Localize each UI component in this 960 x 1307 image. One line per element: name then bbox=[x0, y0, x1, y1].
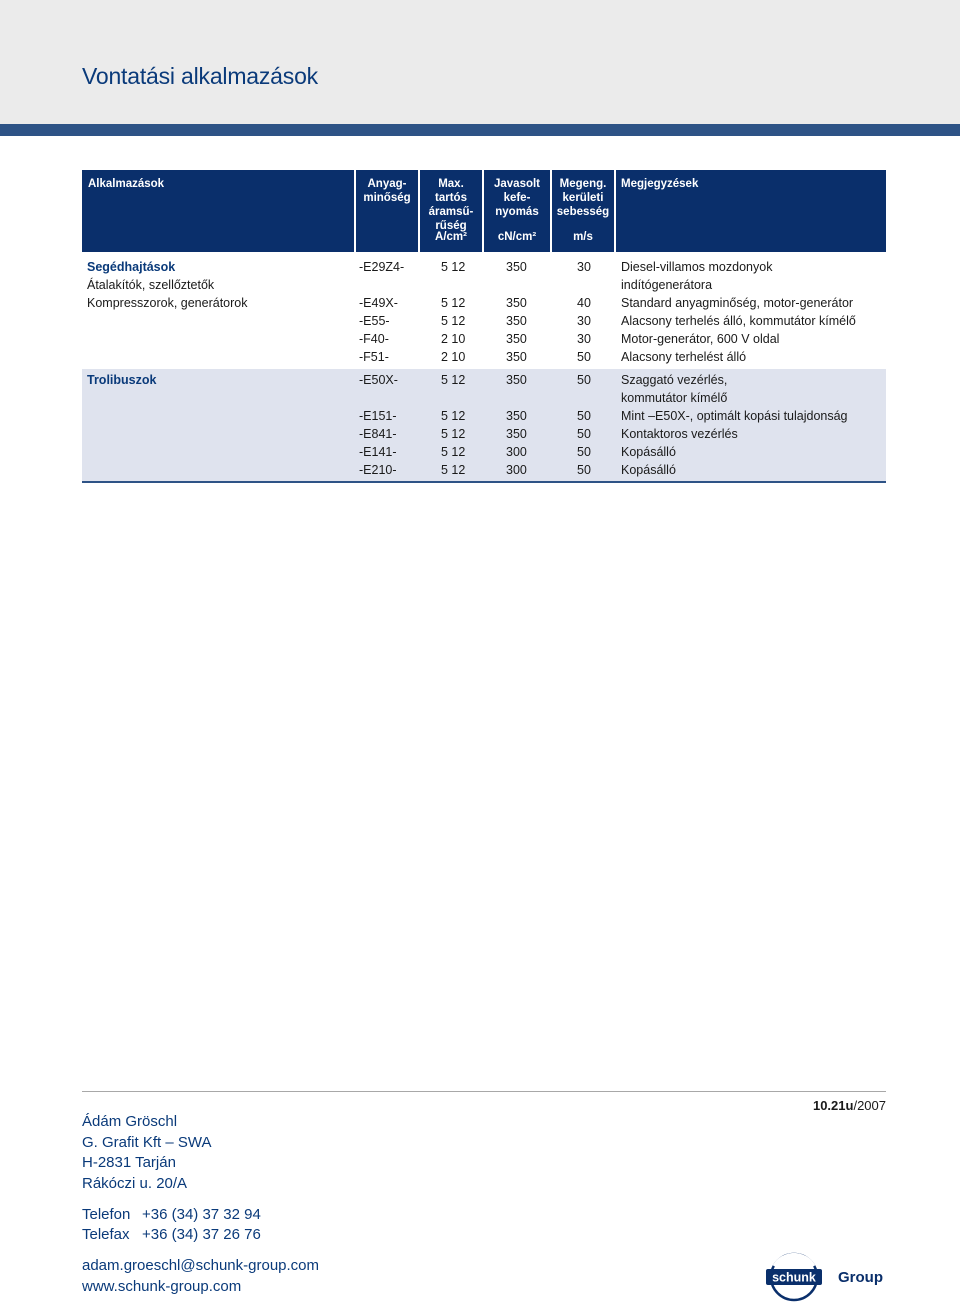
cell-grade: -E841- bbox=[359, 427, 397, 441]
cell-speed: 30 bbox=[577, 332, 591, 346]
table-bottom-rule bbox=[82, 481, 886, 483]
contact-city: H-2831 Tarján bbox=[82, 1154, 176, 1171]
cell-grade: -E50X- bbox=[359, 373, 398, 387]
cell-current: 5 12 bbox=[441, 373, 466, 387]
table-row bbox=[82, 294, 886, 312]
col-speed-label-1: Megeng. bbox=[559, 178, 607, 190]
col-applications-label: Alkalmazások bbox=[88, 178, 165, 190]
document-number-year: /2007 bbox=[853, 1098, 886, 1113]
cell-speed: 30 bbox=[577, 314, 591, 328]
cell-speed: 50 bbox=[577, 373, 591, 387]
contact-fax-row bbox=[82, 1225, 261, 1245]
table-row bbox=[82, 330, 886, 348]
cell-pressure: 300 bbox=[506, 445, 527, 459]
contact-email[interactable]: adam.groeschl@schunk-group.com bbox=[82, 1257, 320, 1274]
cell-application: Kompresszorok, generátorok bbox=[87, 296, 248, 310]
schunk-logo bbox=[760, 1252, 890, 1302]
table-row bbox=[82, 371, 886, 389]
col-pressure-unit: cN/cm² bbox=[497, 231, 537, 243]
table-row bbox=[82, 425, 886, 443]
col-speed-label-2: kerületi bbox=[562, 192, 604, 204]
cell-grade: -F51- bbox=[359, 350, 389, 364]
cell-pressure: 350 bbox=[506, 314, 527, 328]
schunk-logo-mark bbox=[760, 1252, 890, 1302]
cell-application: Segédhajtások bbox=[87, 260, 176, 274]
table-row bbox=[82, 407, 886, 425]
cell-note: Mint –E50X-, optimált kopási tulajdonság bbox=[621, 409, 848, 423]
col-grade-label-1: Anyag- bbox=[367, 178, 407, 190]
cell-grade: -E29Z4- bbox=[359, 260, 405, 274]
col-current-unit: A/cm² bbox=[435, 231, 467, 243]
cell-current: 5 12 bbox=[441, 296, 466, 310]
cell-speed: 50 bbox=[577, 409, 591, 423]
cell-current: 5 12 bbox=[441, 463, 466, 477]
document-number-main: 10.21u bbox=[812, 1098, 854, 1113]
cell-current: 2 10 bbox=[441, 332, 466, 346]
table-row bbox=[82, 443, 886, 461]
table-row bbox=[82, 258, 886, 276]
table-row bbox=[82, 389, 886, 407]
logo-text: schunk bbox=[772, 1270, 816, 1285]
col-notes-label: Megjegyzések bbox=[621, 178, 699, 190]
cell-grade: -E55- bbox=[359, 314, 390, 328]
cell-grade: -E210- bbox=[359, 463, 397, 477]
col-peripheral-speed bbox=[552, 170, 614, 252]
cell-grade: -F40- bbox=[359, 332, 389, 346]
cell-pressure: 300 bbox=[506, 463, 527, 477]
cell-note: Kontaktoros vezérlés bbox=[621, 427, 738, 441]
table-row bbox=[82, 348, 886, 366]
cell-note: Standard anyagminőség, motor-generátor bbox=[621, 296, 854, 310]
fax-label: Telefax bbox=[82, 1226, 130, 1243]
cell-note: kommutátor kímélő bbox=[621, 391, 728, 405]
cell-speed: 50 bbox=[577, 463, 591, 477]
cell-current: 2 10 bbox=[441, 350, 466, 364]
table-row bbox=[82, 461, 886, 479]
cell-pressure: 350 bbox=[506, 260, 527, 274]
cell-note: Diesel-villamos mozdonyok bbox=[621, 260, 773, 274]
cell-pressure: 350 bbox=[506, 332, 527, 346]
cell-note: Alacsony terhelés álló, kommutátor kímélő bbox=[621, 314, 856, 328]
contact-website[interactable]: www.schunk-group.com bbox=[82, 1278, 242, 1295]
contact-phone-row bbox=[82, 1205, 261, 1225]
contact-street: Rákóczi u. 20/A bbox=[82, 1175, 188, 1192]
cell-application: Átalakítók, szellőztetők bbox=[87, 278, 215, 292]
col-grade-label-2: minőség bbox=[363, 192, 411, 204]
logo-group-text: Group bbox=[838, 1269, 883, 1286]
cell-speed: 50 bbox=[577, 350, 591, 364]
cell-note: Kopásálló bbox=[621, 463, 676, 477]
col-pressure-label-2: kefe- bbox=[503, 192, 531, 204]
document-number bbox=[813, 1098, 886, 1113]
page-title: Vontatási alkalmazások bbox=[82, 63, 318, 89]
cell-pressure: 350 bbox=[506, 296, 527, 310]
cell-current: 5 12 bbox=[441, 409, 466, 423]
col-current-label-3: áramsű- bbox=[428, 206, 474, 218]
cell-speed: 30 bbox=[577, 260, 591, 274]
table-row bbox=[82, 312, 886, 330]
cell-note: Alacsony terhelést álló bbox=[621, 350, 747, 364]
col-current-label-2: tartós bbox=[435, 192, 467, 204]
cell-note: Motor-generátor, 600 V oldal bbox=[621, 332, 780, 346]
cell-grade: -E49X- bbox=[359, 296, 398, 310]
cell-current: 5 12 bbox=[441, 427, 466, 441]
table-header bbox=[82, 170, 886, 252]
cell-grade: -E141- bbox=[359, 445, 397, 459]
header-band bbox=[0, 0, 960, 124]
col-pressure-label-3: nyomás bbox=[495, 206, 539, 218]
fax-number: +36 (34) 37 26 76 bbox=[142, 1226, 261, 1243]
col-speed-label-3: sebesség bbox=[556, 206, 610, 218]
cell-current: 5 12 bbox=[441, 445, 466, 459]
header-rule bbox=[0, 124, 960, 136]
col-current-label-4: rűség bbox=[435, 220, 467, 232]
cell-pressure: 350 bbox=[506, 373, 527, 387]
cell-speed: 50 bbox=[577, 427, 591, 441]
col-notes bbox=[616, 170, 886, 252]
cell-speed: 50 bbox=[577, 445, 591, 459]
col-speed-unit: m/s bbox=[573, 231, 593, 243]
footer-rule bbox=[82, 1091, 886, 1092]
cell-pressure: 350 bbox=[506, 427, 527, 441]
table-row bbox=[82, 276, 886, 294]
col-current-label-1: Max. bbox=[438, 178, 464, 190]
cell-current: 5 12 bbox=[441, 260, 466, 274]
cell-current: 5 12 bbox=[441, 314, 466, 328]
cell-pressure: 350 bbox=[506, 409, 527, 423]
col-applications bbox=[82, 170, 354, 252]
col-current-density bbox=[420, 170, 482, 252]
cell-note: Szaggató vezérlés, bbox=[621, 373, 728, 387]
phone-label: Telefon bbox=[82, 1206, 131, 1223]
col-pressure-label-1: Javasolt bbox=[493, 178, 541, 190]
cell-grade: -E151- bbox=[359, 409, 397, 423]
contact-company: G. Grafit Kft – SWA bbox=[82, 1134, 212, 1151]
cell-application: Trolibuszok bbox=[87, 373, 157, 387]
col-grade bbox=[356, 170, 418, 252]
cell-pressure: 350 bbox=[506, 350, 527, 364]
contact-name: Ádám Gröschl bbox=[82, 1113, 178, 1130]
cell-speed: 40 bbox=[577, 296, 591, 310]
col-brush-pressure bbox=[484, 170, 550, 252]
phone-number[interactable]: +36 (34) 37 32 94 bbox=[142, 1206, 261, 1223]
cell-note: Kopásálló bbox=[621, 445, 676, 459]
cell-note: indítógenerátora bbox=[621, 278, 713, 292]
